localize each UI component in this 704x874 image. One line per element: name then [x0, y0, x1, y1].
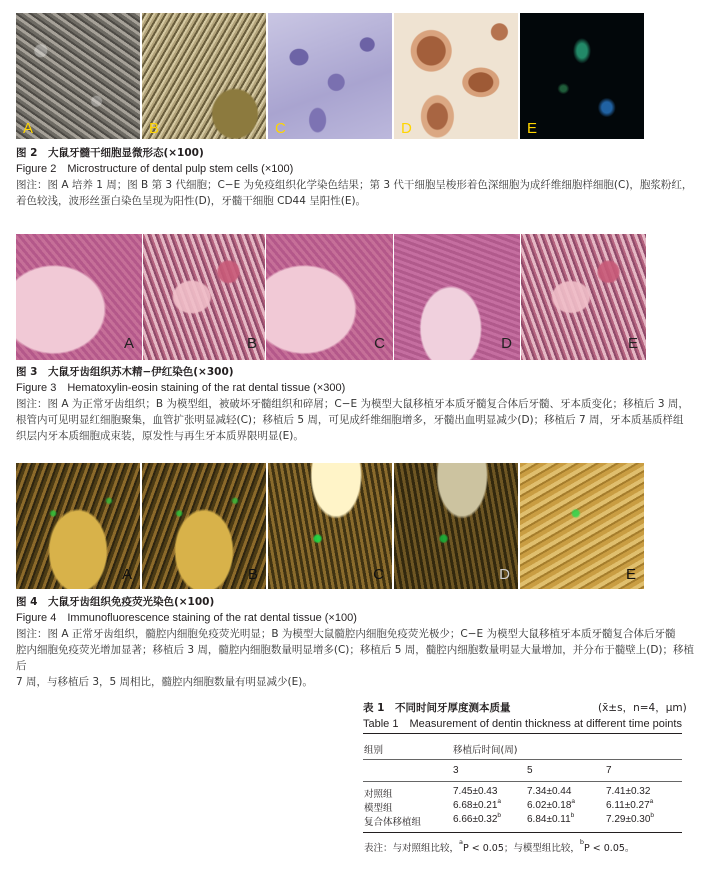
- figure-4-caption: [16, 594, 696, 690]
- table-1-stats-note: (x̄±s，n=4，μm): [598, 702, 687, 714]
- panel-label: E: [627, 335, 638, 352]
- significance-mark: b: [570, 812, 575, 819]
- note-line: 根管内可见明显红细胞聚集，血管扩张明显减轻(C)；移植后 5 周，可见成纤维细胞增多，牙髓出血明显减少(D)；移植后 7 周，牙本质基质样组: [16, 414, 684, 426]
- figure-3-note: [16, 396, 696, 444]
- note-line: 织层内牙本质细胞成束装，原发性与再生牙本质界限明显(E)。: [16, 430, 304, 442]
- row-value: [453, 814, 501, 825]
- table-1-title-en: Table 1 Measurement of dentin thickness at different time points: [363, 718, 682, 730]
- note-line: 图注：图 A 为正常牙齿组织；B 为模型组，被破坏牙髓组织和碎屑；C−E 为模型大鼠移植牙本质牙髓复合体后牙髓、牙本质变化；移植后 3 周，: [16, 398, 689, 410]
- significance-mark: a: [571, 798, 576, 805]
- row-value: [527, 786, 571, 797]
- panel-label: D: [499, 566, 510, 583]
- value-text: 7.29±0.30: [606, 814, 651, 825]
- figure-2-panel-d: [394, 13, 518, 139]
- panel-label: C: [374, 335, 385, 352]
- panel-label: D: [501, 335, 512, 352]
- row-value: [453, 800, 501, 811]
- time-point-header: 5: [527, 765, 533, 776]
- figure-3-title-zh: 图 3 大鼠牙齿组织苏木精−伊红染色(×300): [16, 366, 234, 378]
- figure-4-panel-c: [268, 463, 392, 589]
- panel-label: E: [527, 120, 538, 137]
- table-bottom-rule: [363, 832, 682, 833]
- footnote-mark: b: [579, 838, 585, 846]
- row-value: [527, 814, 574, 825]
- figure-4-panels: [16, 463, 644, 589]
- value-text: 6.66±0.32: [453, 814, 498, 825]
- panel-label: A: [121, 566, 132, 583]
- note-line: 着色较浅，波形丝蛋白染色呈现为阳性(D)，牙髓干细胞 CD44 呈阳性(E)。: [16, 195, 367, 207]
- footnote-mark: a: [459, 838, 463, 846]
- group-header: 组别: [364, 745, 384, 756]
- figure-4-title-zh: 图 4 大鼠牙齿组织免疫荧光染色(×100): [16, 596, 215, 608]
- figure-3-panel-d: [394, 234, 520, 360]
- figure-2-panel-b: [142, 13, 266, 139]
- figure-2-panels: [16, 13, 644, 139]
- note-line: 图注：图 A 正常牙齿组织，髓腔内细胞免疫荧光明显；B 为模型大鼠髓腔内细胞免疫荧光极少；C−E 为模型大鼠移植牙本质牙髓复合体后牙髓: [16, 628, 676, 640]
- time-header: 移植后时间(周): [453, 745, 518, 756]
- figure-2-note: [16, 177, 696, 209]
- note-line: 腔内细胞免疫荧光增加显著；移植后 3 周，髓腔内细胞数量明显增多(C)；移植后 5 周，髓腔内细胞数量明显大量增加，并分布于髓壁上(D)；移植后: [16, 644, 695, 672]
- significance-mark: b: [497, 812, 502, 819]
- row-group: 模型组: [364, 803, 393, 814]
- figure-3-panel-c: [266, 234, 393, 360]
- row-value: [527, 800, 575, 811]
- panel-label: D: [401, 120, 412, 137]
- value-text: 6.68±0.21: [453, 800, 498, 811]
- figure-4-panel-b: [142, 463, 266, 589]
- row-value: [606, 786, 650, 797]
- time-point-header: 7: [606, 765, 612, 776]
- figure-3-panels: [16, 234, 646, 360]
- panel-label: B: [247, 566, 258, 583]
- significance-mark: a: [497, 798, 502, 805]
- value-text: 6.11±0.27: [606, 800, 650, 811]
- figure-2-caption: [16, 145, 696, 209]
- figure-4-panel-d: [394, 463, 518, 589]
- value-text: 6.84±0.11: [527, 814, 571, 825]
- table-top-rule: [363, 733, 682, 734]
- panel-label: B: [149, 120, 160, 137]
- panel-label: B: [246, 335, 257, 352]
- time-point-header: 3: [453, 765, 459, 776]
- note-line: 图注：图 A 培养 1 周；图 B 第 3 代细胞；C−E 为免疫组织化学染色结果；第 3 代干细胞呈梭形着色深细胞为成纤维细胞样细胞(C)，胞浆粉红，: [16, 179, 693, 191]
- figure-2-title-en: Figure 2 Microstructure of dental pulp stem cells (×100): [16, 163, 294, 175]
- figure-4-title-en: Figure 4 Immunofluorescence staining of the rat dental tissue (×100): [16, 612, 357, 624]
- figure-3-title-en: Figure 3 Hematoxylin-eosin staining of the rat dental tissue (×300): [16, 382, 346, 394]
- footnote-text: 表注：与对照组比较，: [364, 843, 460, 854]
- panel-label: E: [625, 566, 636, 583]
- row-value: [453, 786, 497, 797]
- table-header-rule: [363, 781, 682, 782]
- row-group: 对照组: [364, 789, 393, 800]
- row-group: 复合体移植组: [364, 817, 422, 828]
- footnote-text: P < 0.05。: [584, 843, 635, 854]
- row-value: [606, 814, 654, 825]
- significance-mark: a: [649, 798, 654, 805]
- figure-3-caption: [16, 364, 696, 444]
- figure-4-panel-a: [16, 463, 140, 589]
- figure-2-panel-e: [520, 13, 644, 139]
- table-1-title-zh: 表 1 不同时间牙厚度测本质量: [363, 702, 511, 714]
- footnote-text: P < 0.05；与模型组比较，: [463, 843, 580, 854]
- significance-mark: b: [650, 812, 655, 819]
- value-text: 7.45±0.43: [453, 786, 498, 797]
- figure-3-panel-e: [521, 234, 646, 360]
- table-1-footnote: [364, 840, 634, 854]
- panel-label: C: [275, 120, 286, 137]
- figure-4-note: [16, 626, 696, 690]
- figure-2-panel-c: [268, 13, 392, 139]
- panel-label: A: [23, 120, 34, 137]
- value-text: 7.34±0.44: [527, 786, 572, 797]
- table-mid-rule: [363, 759, 682, 760]
- figure-2-panel-a: [16, 13, 140, 139]
- note-line: 7 周，与移植后 3，5 周相比，髓腔内细胞数量有明显减少(E)。: [16, 676, 313, 688]
- panel-label: C: [373, 566, 384, 583]
- figure-4-panel-e: [520, 463, 644, 589]
- figure-3-panel-b: [143, 234, 265, 360]
- panel-label: A: [123, 335, 134, 352]
- figure-2-title-zh: 图 2 大鼠牙髓干细胞显微形态(×100): [16, 147, 204, 159]
- value-text: 6.02±0.18: [527, 800, 572, 811]
- figure-3-panel-a: [16, 234, 142, 360]
- value-text: 7.41±0.32: [606, 786, 651, 797]
- row-value: [606, 800, 653, 811]
